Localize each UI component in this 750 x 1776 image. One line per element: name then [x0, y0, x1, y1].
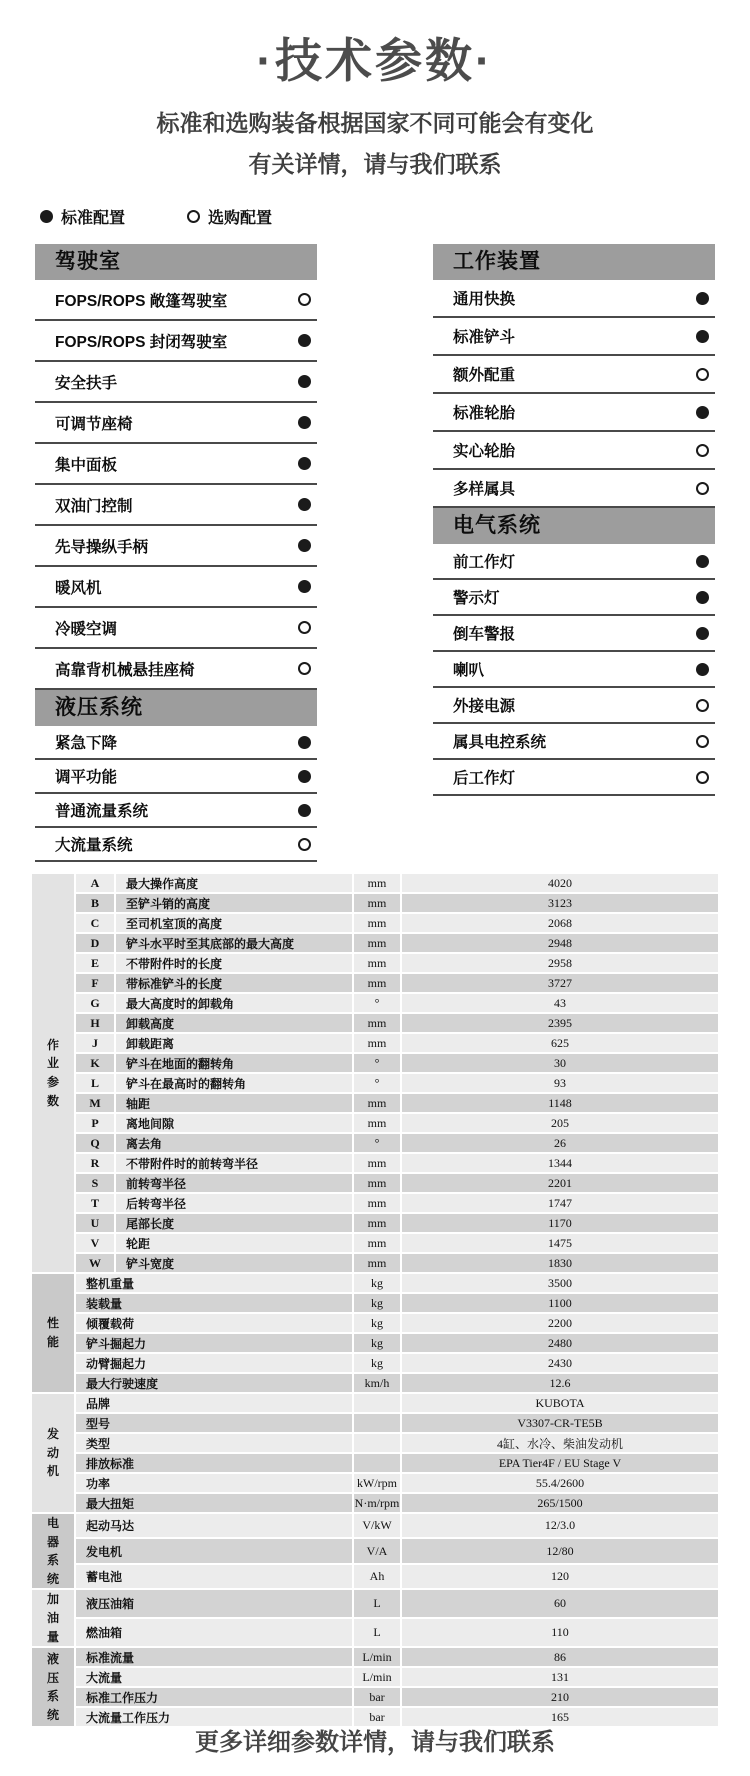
spec-unit: mm	[354, 974, 400, 992]
spec-value: V3307-CR-TE5B	[402, 1414, 718, 1432]
feature-item-label: 实心轮胎	[453, 443, 516, 460]
standard-dot-icon	[696, 627, 709, 640]
feature-item-label: 紧急下降	[55, 735, 118, 752]
spec-unit	[354, 1394, 400, 1412]
spec-letter: W	[76, 1254, 114, 1272]
spec-label: 动臂掘起力	[76, 1354, 352, 1372]
spec-unit: kg	[354, 1314, 400, 1332]
spec-letter: B	[76, 894, 114, 912]
standard-dot-icon	[696, 292, 709, 305]
spec-label: 标准工作压力	[76, 1688, 352, 1706]
spec-label: 燃油箱	[76, 1619, 352, 1646]
spec-value: 4020	[402, 874, 718, 892]
spec-unit: bar	[354, 1688, 400, 1706]
spec-row	[32, 1154, 718, 1172]
feature-item	[433, 616, 715, 652]
spec-label: 离去角	[116, 1134, 352, 1152]
feature-section-left-0	[35, 244, 317, 690]
spec-row	[32, 1474, 718, 1492]
spec-row	[32, 1254, 718, 1272]
spec-value: 2068	[402, 914, 718, 932]
standard-dot-icon	[298, 375, 311, 388]
feature-item	[433, 356, 715, 394]
standard-dot-icon	[298, 498, 311, 511]
spec-label: 不带附件时的前转弯半径	[116, 1154, 352, 1172]
spec-label: 卸载距离	[116, 1034, 352, 1052]
spec-row	[32, 1394, 718, 1412]
spec-label: 带标准铲斗的长度	[116, 974, 352, 992]
feature-item	[35, 321, 317, 362]
section-header: 电气系统	[433, 508, 715, 544]
spec-label: 最大操作高度	[116, 874, 352, 892]
feature-item	[35, 444, 317, 485]
spec-label: 至铲斗销的高度	[116, 894, 352, 912]
feature-item-label: 标准铲斗	[453, 329, 516, 346]
spec-value: 120	[402, 1565, 718, 1588]
feature-item-label: 多样属具	[453, 481, 516, 498]
optional-dot-icon	[696, 444, 709, 457]
spec-label: 铲斗宽度	[116, 1254, 352, 1272]
spec-value: 165	[402, 1708, 718, 1726]
spec-row	[32, 1539, 718, 1562]
spec-unit: L/min	[354, 1648, 400, 1666]
spec-label: 轮距	[116, 1234, 352, 1252]
spec-label: 轴距	[116, 1094, 352, 1112]
spec-value: 2395	[402, 1014, 718, 1032]
standard-dot-icon	[696, 663, 709, 676]
spec-unit: °	[354, 1054, 400, 1072]
spec-unit: kg	[354, 1354, 400, 1372]
feature-item	[433, 432, 715, 470]
spec-row	[32, 874, 718, 892]
optional-dot-icon	[298, 662, 311, 675]
spec-letter: V	[76, 1234, 114, 1252]
spec-label: 至司机室顶的高度	[116, 914, 352, 932]
feature-item	[35, 526, 317, 567]
feature-item-label: FOPS/ROPS 封闭驾驶室	[55, 333, 228, 351]
spec-label: 最大扭矩	[76, 1494, 352, 1512]
spec-label: 大流量工作压力	[76, 1708, 352, 1726]
feature-item-label: 双油门控制	[55, 497, 133, 515]
spec-unit	[354, 1434, 400, 1452]
spec-value: 131	[402, 1668, 718, 1686]
optional-dot-icon	[696, 735, 709, 748]
spec-letter: E	[76, 954, 114, 972]
feature-item-label: 可调节座椅	[55, 415, 133, 433]
spec-unit: V/kW	[354, 1514, 400, 1537]
feature-item	[433, 652, 715, 688]
feature-item-label: 标准轮胎	[453, 405, 516, 422]
feature-item	[433, 760, 715, 796]
feature-item-label: 后工作灯	[453, 770, 516, 787]
legend-optional-label: 选购配置	[208, 210, 273, 227]
page-title: ·技术参数·	[256, 34, 494, 87]
spec-row	[32, 1648, 718, 1666]
spec-row	[32, 1014, 718, 1032]
spec-unit: kW/rpm	[354, 1474, 400, 1492]
spec-value: 205	[402, 1114, 718, 1132]
spec-label: 铲斗在最高时的翻转角	[116, 1074, 352, 1092]
spec-label: 离地间隙	[116, 1114, 352, 1132]
spec-unit: mm	[354, 934, 400, 952]
spec-value: 55.4/2600	[402, 1474, 718, 1492]
spec-value: EPA Tier4F / EU Stage V	[402, 1454, 718, 1472]
feature-item-label: 警示灯	[453, 590, 500, 607]
spec-row	[32, 1034, 718, 1052]
spec-letter: G	[76, 994, 114, 1012]
spec-label: 最大行驶速度	[76, 1374, 352, 1392]
spec-row	[32, 1294, 718, 1312]
spec-group-label: 发 动 机	[32, 1394, 74, 1512]
spec-label: 液压油箱	[76, 1590, 352, 1617]
spec-unit	[354, 1414, 400, 1432]
feature-item	[433, 580, 715, 616]
spec-unit: mm	[354, 1214, 400, 1232]
feature-item-label: 高靠背机械悬挂座椅	[55, 661, 195, 679]
spec-unit: L/min	[354, 1668, 400, 1686]
spec-table	[30, 872, 720, 1728]
optional-dot-icon	[187, 210, 200, 223]
feature-item-label: 倒车警报	[453, 626, 516, 643]
spec-row	[32, 894, 718, 912]
spec-unit: Ah	[354, 1565, 400, 1588]
spec-value: 93	[402, 1074, 718, 1092]
spec-unit: mm	[354, 914, 400, 932]
spec-row	[32, 1354, 718, 1372]
spec-row	[32, 1214, 718, 1232]
spec-group-label: 液 压 系 统	[32, 1648, 74, 1726]
spec-value: 1100	[402, 1294, 718, 1312]
spec-value: 86	[402, 1648, 718, 1666]
spec-row	[32, 1274, 718, 1292]
legend-standard-label: 标准配置	[61, 210, 126, 227]
spec-value: 625	[402, 1034, 718, 1052]
spec-row	[32, 1094, 718, 1112]
spec-value: 2480	[402, 1334, 718, 1352]
spec-label: 铲斗水平时至其底部的最大高度	[116, 934, 352, 952]
standard-dot-icon	[298, 416, 311, 429]
spec-value: 30	[402, 1054, 718, 1072]
feature-item	[35, 280, 317, 321]
spec-letter: J	[76, 1034, 114, 1052]
standard-dot-icon	[696, 330, 709, 343]
spec-unit: mm	[354, 954, 400, 972]
feature-item-label: FOPS/ROPS 敞篷驾驶室	[55, 292, 228, 310]
spec-value: 265/1500	[402, 1494, 718, 1512]
spec-unit: °	[354, 994, 400, 1012]
spec-value: 2430	[402, 1354, 718, 1372]
spec-label: 蓄电池	[76, 1565, 352, 1588]
spec-row	[32, 1668, 718, 1686]
spec-unit: mm	[354, 1094, 400, 1112]
spec-row	[32, 1134, 718, 1152]
standard-dot-icon	[298, 580, 311, 593]
optional-dot-icon	[696, 482, 709, 495]
spec-value: 43	[402, 994, 718, 1012]
spec-unit: °	[354, 1074, 400, 1092]
spec-letter: U	[76, 1214, 114, 1232]
spec-row	[32, 994, 718, 1012]
section-header: 液压系统	[35, 690, 317, 726]
legend-standard	[40, 205, 125, 228]
spec-label: 功率	[76, 1474, 352, 1492]
spec-letter: M	[76, 1094, 114, 1112]
feature-area	[35, 244, 715, 862]
spec-unit	[354, 1454, 400, 1472]
spec-row	[32, 914, 718, 932]
standard-dot-icon	[298, 539, 311, 552]
feature-item-label: 冷暖空调	[55, 620, 118, 638]
spec-value: 1344	[402, 1154, 718, 1172]
feature-item	[35, 726, 317, 760]
footer-note: 更多详细参数详情，请与我们联系	[195, 1729, 555, 1756]
spec-value: 1148	[402, 1094, 718, 1112]
feature-item	[433, 394, 715, 432]
spec-label: 尾部长度	[116, 1214, 352, 1232]
spec-row	[32, 1074, 718, 1092]
spec-value: 3500	[402, 1274, 718, 1292]
spec-value: KUBOTA	[402, 1394, 718, 1412]
spec-row	[32, 1374, 718, 1392]
spec-letter: R	[76, 1154, 114, 1172]
feature-item-label: 先导操纵手柄	[55, 538, 149, 556]
feature-item	[35, 567, 317, 608]
spec-row	[32, 1314, 718, 1332]
spec-label: 不带附件时的长度	[116, 954, 352, 972]
spec-label: 品牌	[76, 1394, 352, 1412]
spec-value: 210	[402, 1688, 718, 1706]
spec-value: 12/3.0	[402, 1514, 718, 1537]
spec-value: 2958	[402, 954, 718, 972]
spec-row	[32, 1174, 718, 1192]
spec-label: 后转弯半径	[116, 1194, 352, 1212]
standard-dot-icon	[40, 210, 53, 223]
spec-letter: C	[76, 914, 114, 932]
feature-item-label: 喇叭	[453, 662, 485, 679]
spec-letter: L	[76, 1074, 114, 1092]
spec-unit: kg	[354, 1274, 400, 1292]
feature-item	[433, 544, 715, 580]
spec-table-wrap	[30, 872, 720, 1728]
spec-label: 起动马达	[76, 1514, 352, 1537]
spec-group-label: 性 能	[32, 1274, 74, 1392]
spec-letter: T	[76, 1194, 114, 1212]
spec-value: 26	[402, 1134, 718, 1152]
spec-value: 110	[402, 1619, 718, 1646]
spec-row	[32, 1114, 718, 1132]
spec-row	[32, 1234, 718, 1252]
spec-label: 整机重量	[76, 1274, 352, 1292]
spec-row	[32, 1414, 718, 1432]
spec-value: 12.6	[402, 1374, 718, 1392]
feature-section-right-0	[433, 244, 715, 508]
spec-label: 倾覆载荷	[76, 1314, 352, 1332]
spec-row	[32, 1434, 718, 1452]
spec-letter: S	[76, 1174, 114, 1192]
spec-letter: F	[76, 974, 114, 992]
spec-value: 2948	[402, 934, 718, 952]
feature-item	[35, 828, 317, 862]
spec-unit: L	[354, 1590, 400, 1617]
spec-row	[32, 1688, 718, 1706]
spec-group-label: 电 器 系 统	[32, 1514, 74, 1588]
feature-item-label: 外接电源	[453, 698, 516, 715]
spec-value: 1170	[402, 1214, 718, 1232]
spec-value: 1747	[402, 1194, 718, 1212]
feature-item-label: 调平功能	[55, 769, 118, 786]
feature-item-label: 普通流量系统	[55, 803, 149, 820]
spec-unit: kg	[354, 1294, 400, 1312]
spec-unit: V/A	[354, 1539, 400, 1562]
feature-item	[35, 485, 317, 526]
spec-label: 大流量	[76, 1668, 352, 1686]
optional-dot-icon	[696, 699, 709, 712]
spec-label: 型号	[76, 1414, 352, 1432]
spec-row	[32, 934, 718, 952]
standard-dot-icon	[696, 555, 709, 568]
feature-item	[35, 403, 317, 444]
spec-unit: mm	[354, 874, 400, 892]
feature-item-label: 安全扶手	[55, 374, 118, 392]
spec-letter: K	[76, 1054, 114, 1072]
spec-label: 最大高度时的卸载角	[116, 994, 352, 1012]
subtitle-line1: 标准和选购装备根据国家不同可能会有变化	[156, 110, 594, 136]
spec-unit: mm	[354, 1234, 400, 1252]
spec-label: 类型	[76, 1434, 352, 1452]
spec-row	[32, 1454, 718, 1472]
spec-label: 排放标准	[76, 1454, 352, 1472]
spec-label: 前转弯半径	[116, 1174, 352, 1192]
section-header: 工作装置	[433, 244, 715, 280]
spec-unit: kg	[354, 1334, 400, 1352]
spec-label: 发电机	[76, 1539, 352, 1562]
spec-row	[32, 974, 718, 992]
standard-dot-icon	[298, 334, 311, 347]
feature-item	[433, 724, 715, 760]
spec-value: 2200	[402, 1314, 718, 1332]
spec-value: 2201	[402, 1174, 718, 1192]
spec-value: 3123	[402, 894, 718, 912]
standard-dot-icon	[298, 736, 311, 749]
legend-optional	[187, 205, 272, 228]
spec-row	[32, 1565, 718, 1588]
spec-unit: bar	[354, 1708, 400, 1726]
spec-label: 标准流量	[76, 1648, 352, 1666]
spec-unit: mm	[354, 1254, 400, 1272]
spec-letter: H	[76, 1014, 114, 1032]
spec-group-label: 加 油 量	[32, 1590, 74, 1646]
feature-section-right-1	[433, 508, 715, 796]
spec-label: 卸载高度	[116, 1014, 352, 1032]
standard-dot-icon	[696, 591, 709, 604]
optional-dot-icon	[298, 838, 311, 851]
optional-dot-icon	[696, 368, 709, 381]
spec-label: 铲斗在地面的翻转角	[116, 1054, 352, 1072]
legend	[40, 205, 750, 228]
feature-item-label: 属具电控系统	[453, 734, 547, 751]
feature-item	[433, 470, 715, 508]
spec-unit: L	[354, 1619, 400, 1646]
optional-dot-icon	[696, 771, 709, 784]
spec-value: 1475	[402, 1234, 718, 1252]
spec-row	[32, 954, 718, 972]
spec-letter: A	[76, 874, 114, 892]
spec-unit: km/h	[354, 1374, 400, 1392]
spec-value: 1830	[402, 1254, 718, 1272]
feature-item-label: 暖风机	[55, 579, 102, 597]
spec-unit: mm	[354, 1194, 400, 1212]
optional-dot-icon	[298, 621, 311, 634]
spec-unit: mm	[354, 1154, 400, 1172]
spec-group-label: 作 业 参 数	[32, 874, 74, 1272]
spec-letter: Q	[76, 1134, 114, 1152]
feature-item	[35, 760, 317, 794]
feature-item-label: 大流量系统	[55, 837, 133, 854]
spec-row	[32, 1590, 718, 1617]
feature-item	[35, 608, 317, 649]
feature-column-right	[433, 244, 715, 862]
spec-label: 铲斗掘起力	[76, 1334, 352, 1352]
spec-letter: P	[76, 1114, 114, 1132]
feature-item	[35, 794, 317, 828]
spec-value: 60	[402, 1590, 718, 1617]
spec-unit: mm	[354, 894, 400, 912]
section-header: 驾驶室	[35, 244, 317, 280]
spec-value: 12/80	[402, 1539, 718, 1562]
feature-item	[433, 318, 715, 356]
feature-item	[35, 362, 317, 403]
feature-item-label: 前工作灯	[453, 554, 516, 571]
spec-row	[32, 1194, 718, 1212]
subtitle-line2: 有关详情，请与我们联系	[248, 151, 502, 177]
spec-label: 装载量	[76, 1294, 352, 1312]
spec-unit: mm	[354, 1034, 400, 1052]
spec-unit: mm	[354, 1014, 400, 1032]
feature-item-label: 额外配重	[453, 367, 516, 384]
spec-value: 4缸、水冷、柴油发动机	[402, 1434, 718, 1452]
standard-dot-icon	[298, 804, 311, 817]
spec-letter: D	[76, 934, 114, 952]
spec-unit: °	[354, 1134, 400, 1152]
feature-item-label: 通用快换	[453, 291, 516, 308]
spec-row	[32, 1494, 718, 1512]
spec-unit: mm	[354, 1114, 400, 1132]
spec-value: 3727	[402, 974, 718, 992]
spec-unit: mm	[354, 1174, 400, 1192]
feature-item	[433, 688, 715, 724]
feature-column-left	[35, 244, 317, 862]
feature-item	[433, 280, 715, 318]
optional-dot-icon	[298, 293, 311, 306]
feature-item	[35, 649, 317, 690]
spec-row	[32, 1514, 718, 1537]
standard-dot-icon	[298, 770, 311, 783]
spec-unit: N·m/rpm	[354, 1494, 400, 1512]
standard-dot-icon	[298, 457, 311, 470]
spec-row	[32, 1334, 718, 1352]
feature-item-label: 集中面板	[55, 456, 118, 474]
spec-row	[32, 1054, 718, 1072]
standard-dot-icon	[696, 406, 709, 419]
spec-row	[32, 1619, 718, 1646]
feature-section-left-1	[35, 690, 317, 862]
